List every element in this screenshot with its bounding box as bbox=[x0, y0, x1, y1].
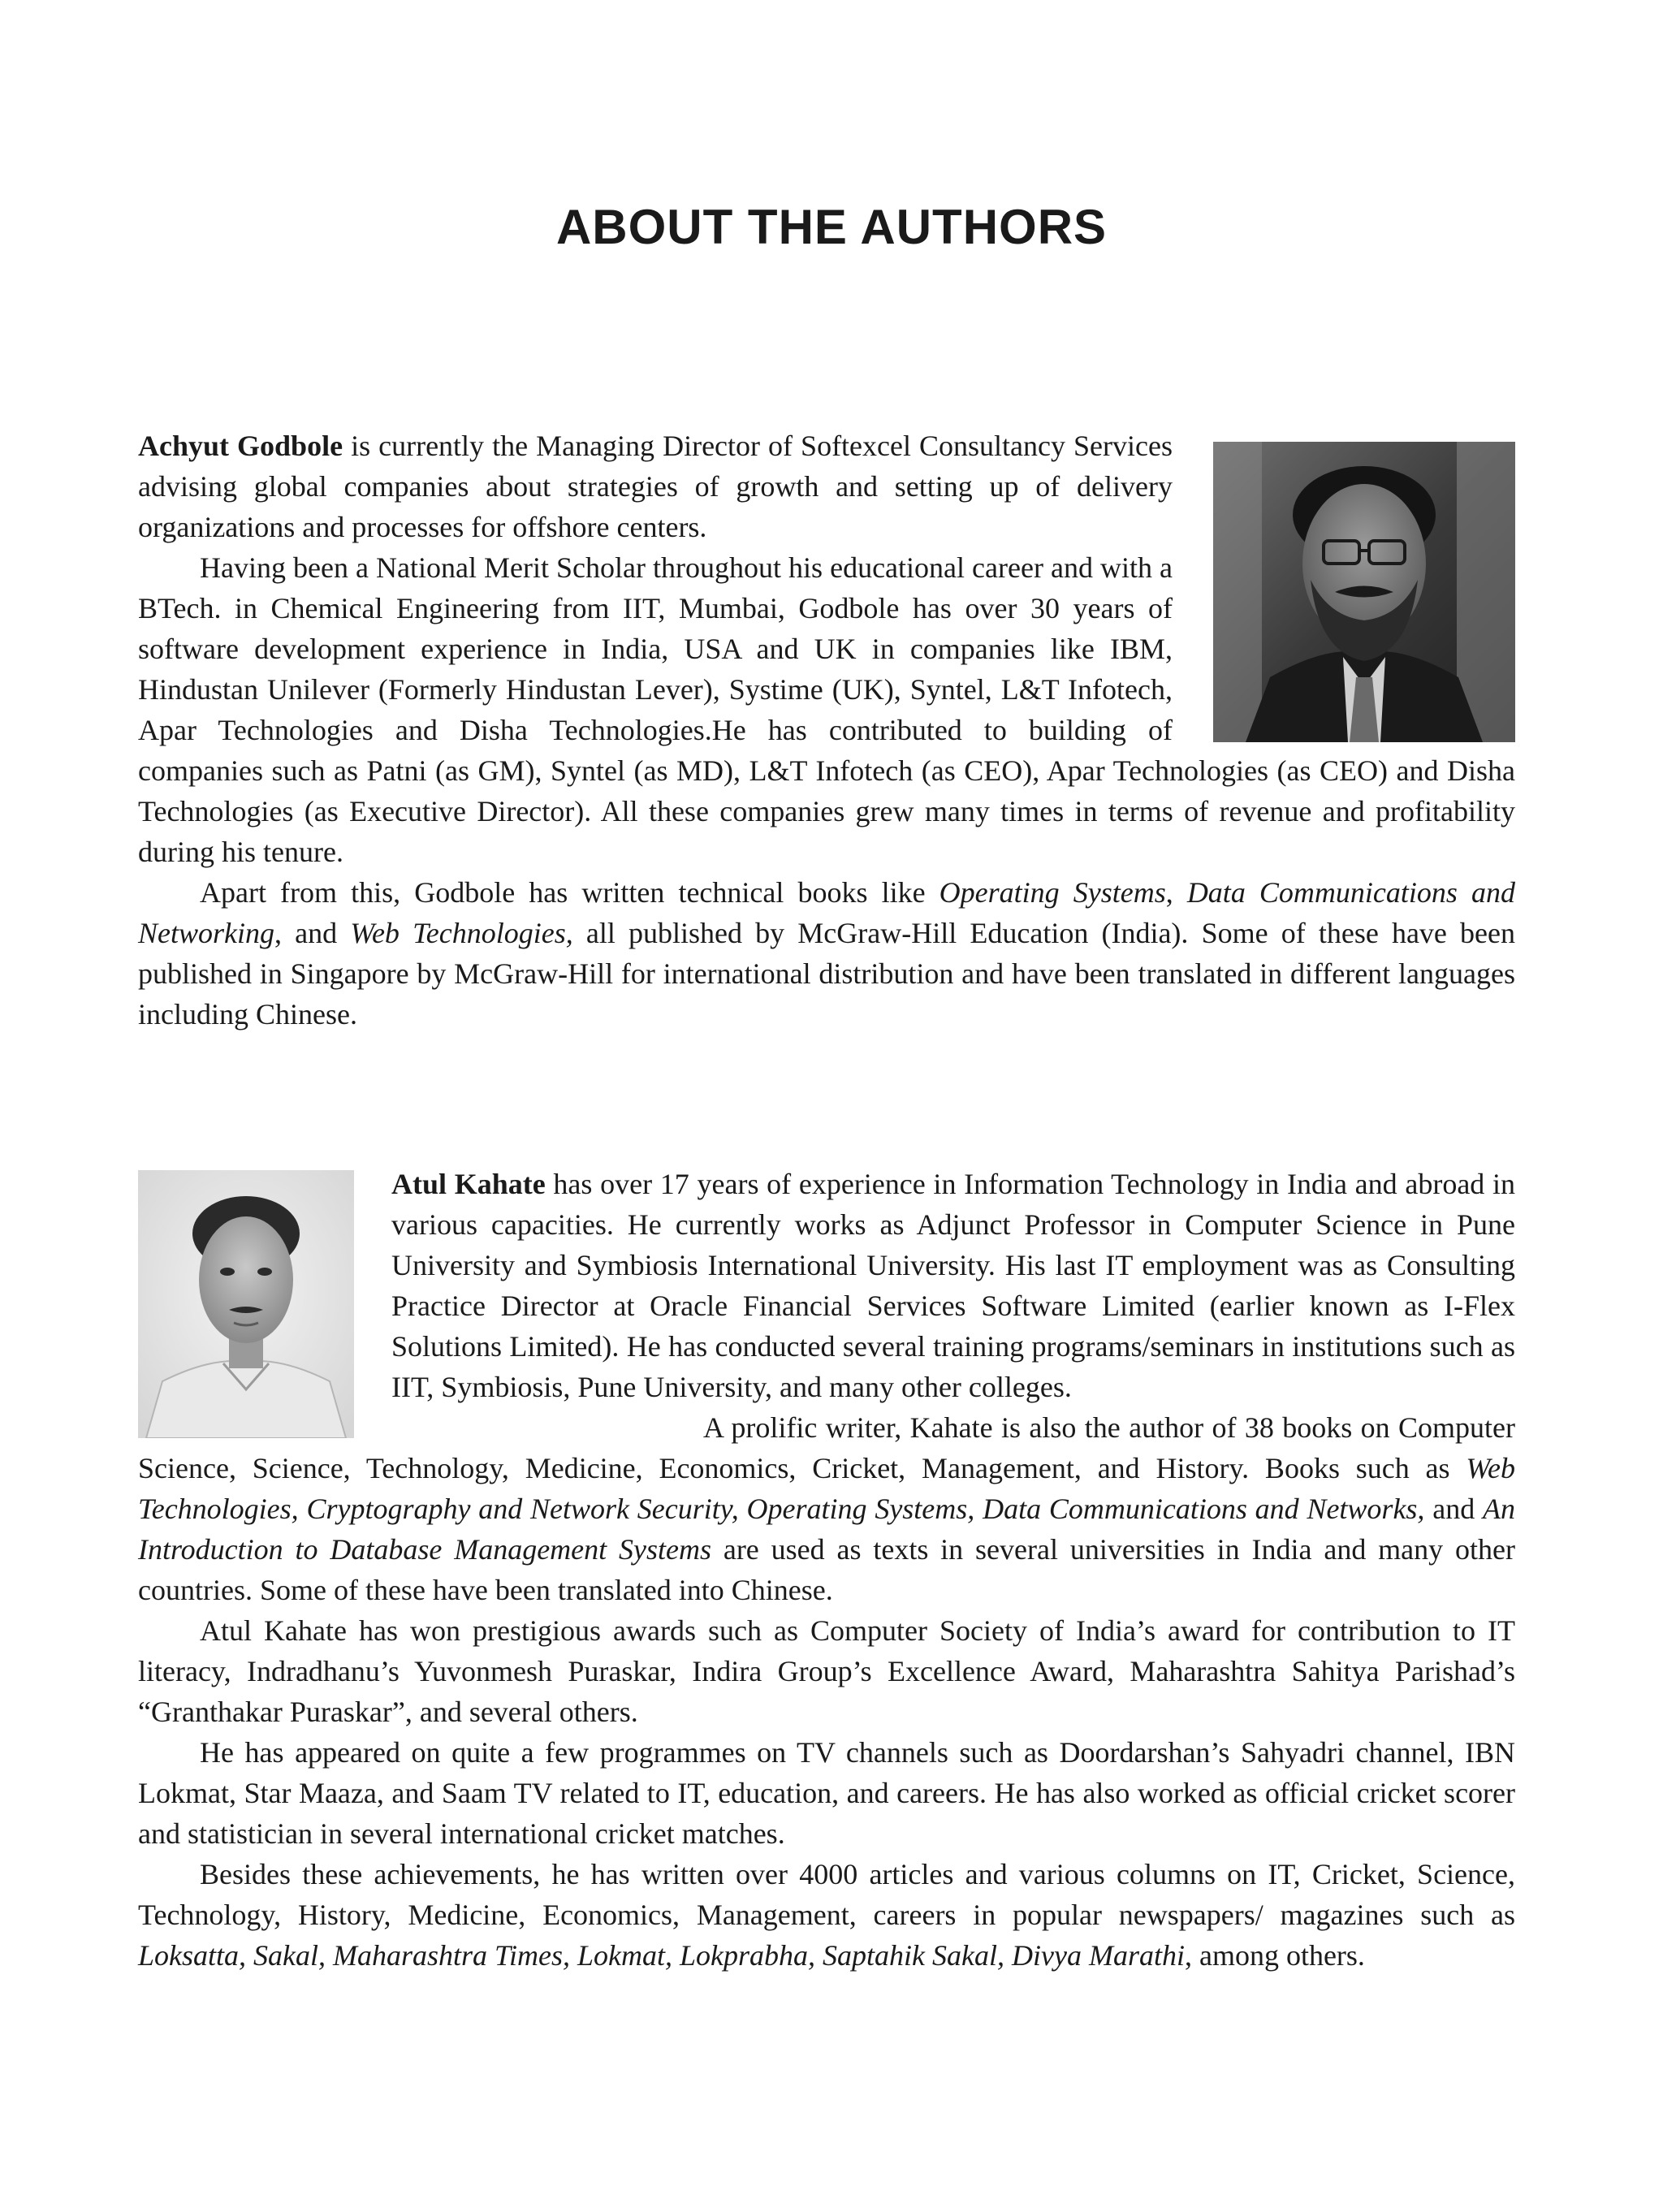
author2-paragraph-5 bbox=[138, 1854, 1515, 1976]
author2-p2-text-a: A prolific writer, Kahate is also the author of 38 books on Computer Science, Science, Technology, Medicine, Economics, Cricket, Management, and History. Books such as bbox=[138, 1411, 1515, 1484]
book-title: An Introduction to Database Management Systems bbox=[138, 1493, 1515, 1566]
author-section-godbole bbox=[138, 426, 1515, 1035]
author-name-godbole: Achyut Godbole bbox=[138, 430, 343, 462]
author2-p2-text-b: and bbox=[1424, 1493, 1483, 1525]
author1-paragraph-2: Having been a National Merit Scholar throughout his educational career and with a BTech. in Chemical Engineering from IIT, Mumbai, Godbole has over 30 years of software development experience in India, USA and UK in companies like IBM, Hindustan Unilever (Formerly Hindustan Lever), Systime (UK), Syntel, L&T Infotech, Apar Technologies and Disha Technologies.He has contributed to building of companies such as Patni (as GM), Syntel (as MD), L&T Infotech (as CEO), Apar Technologies (as CEO) and Disha Technologies (as Executive Director). All these companies grew many times in terms of revenue and profitability during his tenure. bbox=[138, 551, 1515, 868]
author2-p5-text-a: Besides these achievements, he has written over 4000 articles and various columns on IT, Cricket, Science, Technology, History, Medicine, Economics, Management, careers in popular newspapers/ magazines such as bbox=[138, 1858, 1515, 1931]
author1-p3-text-a: Apart from this, Godbole has written technical books like bbox=[200, 876, 939, 909]
author-photo-kahate bbox=[138, 1170, 354, 1438]
author-name-kahate: Atul Kahate bbox=[391, 1168, 546, 1200]
author2-p2-text-c: are used as texts in several universities in India and many other countries. Some of these have been translated into Chinese. bbox=[138, 1533, 1515, 1606]
author1-p3-text-d: all published by McGraw-Hill Education (India). Some of these have been published in Singapore by McGraw-Hill for international distribution and have been translated in different languages including Chinese. bbox=[138, 917, 1516, 1030]
book-title: Data Communications and Networking bbox=[138, 876, 1515, 949]
author1-p3-text-c: , and bbox=[274, 917, 351, 949]
author1-p1-text: is currently the Managing Director of Softexcel Consultancy Services advising global companies about strategies of growth and setting up of delivery organizations and processes for offshore centers. bbox=[138, 430, 1173, 543]
book-title: Operating Systems bbox=[939, 876, 1166, 909]
author2-paragraph-4: He has appeared on quite a few programmes on TV channels such as Doordarshan’s Sahyadri channel, IBN Lokmat, Star Maaza, and Saam TV related to IT, education, and careers. He has also worked as official cricket scorer and statistician in several international cricket matches. bbox=[138, 1736, 1515, 1850]
publication-titles: Loksatta, Sakal, Maharashtra Times, Lokmat, Lokprabha, Saptahik Sakal, Divya Marathi bbox=[138, 1939, 1185, 1972]
author1-paragraph-3 bbox=[138, 872, 1515, 1035]
author2-p5-text-b: , among others. bbox=[1184, 1939, 1365, 1972]
author1-p3-text-b: , bbox=[1165, 876, 1187, 909]
author2-paragraph-3: Atul Kahate has won prestigious awards such as Computer Society of India’s award for contribution to IT literacy, Indradhanu’s Yuvonmesh Puraskar, Indira Group’s Excellence Award, Maharashtra Sahitya Parishad’s “Granthakar Puraskar”, and several others. bbox=[138, 1614, 1515, 1728]
book-title: Web Technologies, Cryptography and Network Security, Operating Systems, Data Communications and Networks, bbox=[138, 1452, 1515, 1525]
portrait-image bbox=[138, 1170, 354, 1438]
page-title: ABOUT THE AUTHORS bbox=[555, 200, 1108, 254]
author2-p1-text: has over 17 years of experience in Information Technology in India and abroad in various capacities. He currently works as Adjunct Professor in Computer Science in Pune University and Symbiosis International University. His last IT employment was as Consulting Practice Director at Oracle Financial Services Software Limited (earlier known as I-Flex Solutions Limited). He has conducted several training programs/seminars in institutions such as IIT, Symbiosis, Pune University, and many other colleges. bbox=[391, 1168, 1516, 1403]
portrait-image bbox=[1213, 442, 1515, 742]
book-title: Web Technologies, bbox=[350, 917, 573, 949]
author-photo-godbole bbox=[1213, 442, 1515, 742]
author-section-kahate bbox=[138, 1164, 1515, 1976]
